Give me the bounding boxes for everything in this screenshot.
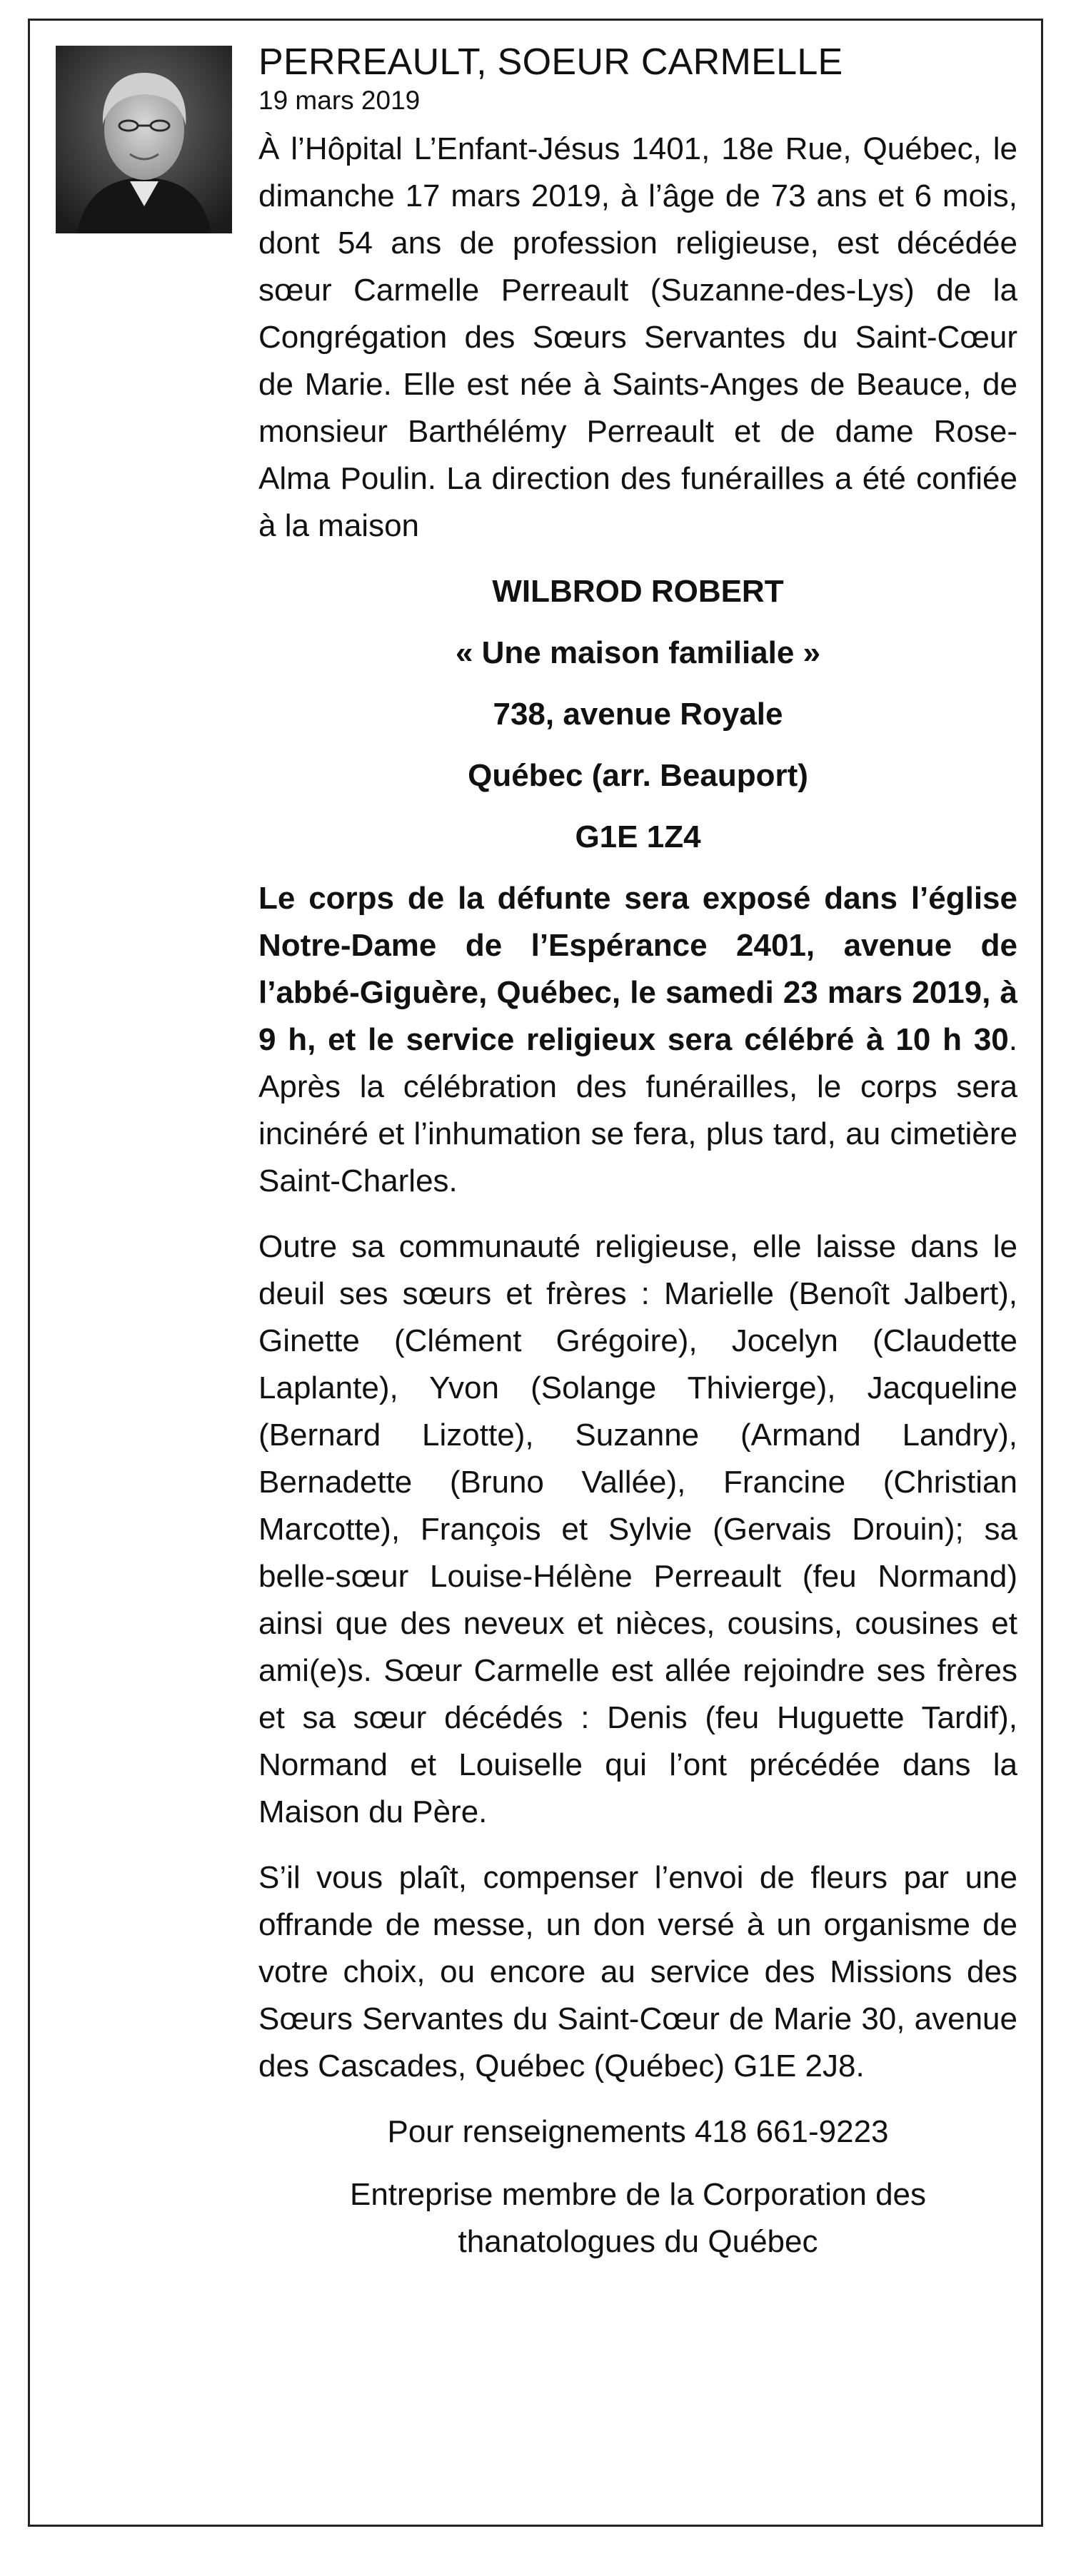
donations-paragraph: S’il vous plaît, compenser l’envoi de fleurs par une offrande de messe, un don versé à un organisme de votre choix, ou encore au service des Missions des Sœurs Servantes du Saint-Cœur de Marie 30, avenue des Cascades, Québec (Québec) G1E 2J8. <box>258 1860 1017 2083</box>
family-paragraph: Outre sa communauté religieuse, elle laisse dans le deuil ses sœurs et frères : Marielle (Benoît Jalbert), Ginette (Clément Grégoire), Jocelyn (Claudette Laplante), Yvon (Solange Thivierge), Jacqueline (Bernard Lizotte), Suzanne (Armand Landry), Bernadette (Bruno Vallée), Francine (Christian Marcotte), François et Sylvie (Gervais Drouin); sa belle-sœur Louise-Hélène Perreault (feu Normand) ainsi que des neveux et nièces, cousins, cousines et ami(e)s. Sœur Carmelle est allée rejoindre ses frères et sa sœur décédés : Denis (feu Huguette Tardif), Normand et Louiselle qui l’ont précédée dans la Maison du Père. <box>258 1229 1017 1829</box>
funeral-home-name: WILBROD ROBERT <box>492 574 784 609</box>
info-phone: Pour renseignements 418 661-9223 <box>387 2114 889 2149</box>
intro-paragraph: À l’Hôpital L’Enfant-Jésus 1401, 18e Rue, Québec, le dimanche 17 mars 2019, à l’âge de 73 ans et 6 mois, dont 54 ans de profession religieuse, est décédée sœur Carmelle Perreault (Suzanne-des-Lys) de la Congrégation des Sœurs Servantes du Saint-Cœur de Marie. Elle est née à Saints-Anges de Beauce, de monsieur Barthélémy Perreault et de dame Rose-Alma Poulin. La direction des funérailles a été confiée à la maison <box>258 131 1017 543</box>
service-details-bold: Le corps de la défunte sera exposé dans l’église Notre-Dame de l’Espérance 2401, avenue de l’abbé-Giguère, Québec, le samedi 23 mars 2019, à 9 h, et le service religieux sera célébré à 10 h 30 <box>258 881 1017 1057</box>
funeral-home-slogan: « Une maison familiale » <box>455 635 821 670</box>
funeral-home-street: 738, avenue Royale <box>493 697 783 732</box>
funeral-home-city: Québec (arr. Beauport) <box>468 758 808 793</box>
funeral-home-postal: G1E 1Z4 <box>575 819 701 854</box>
deceased-name: PERREAULT, SOEUR CARMELLE <box>258 41 843 83</box>
portrait-photo <box>56 46 232 233</box>
corporation-member: Entreprise membre de la Corporation des thanatologues du Québec <box>349 2177 927 2259</box>
service-details-rest: . Après la célébration des funérailles, le corps sera incinéré et l’inhumation se fera, plus tard, au cimetière Saint-Charles. <box>258 1022 1017 1198</box>
notice-date: 19 mars 2019 <box>258 86 421 115</box>
service-paragraph <box>258 875 1017 1205</box>
notice-content <box>258 40 1017 2281</box>
